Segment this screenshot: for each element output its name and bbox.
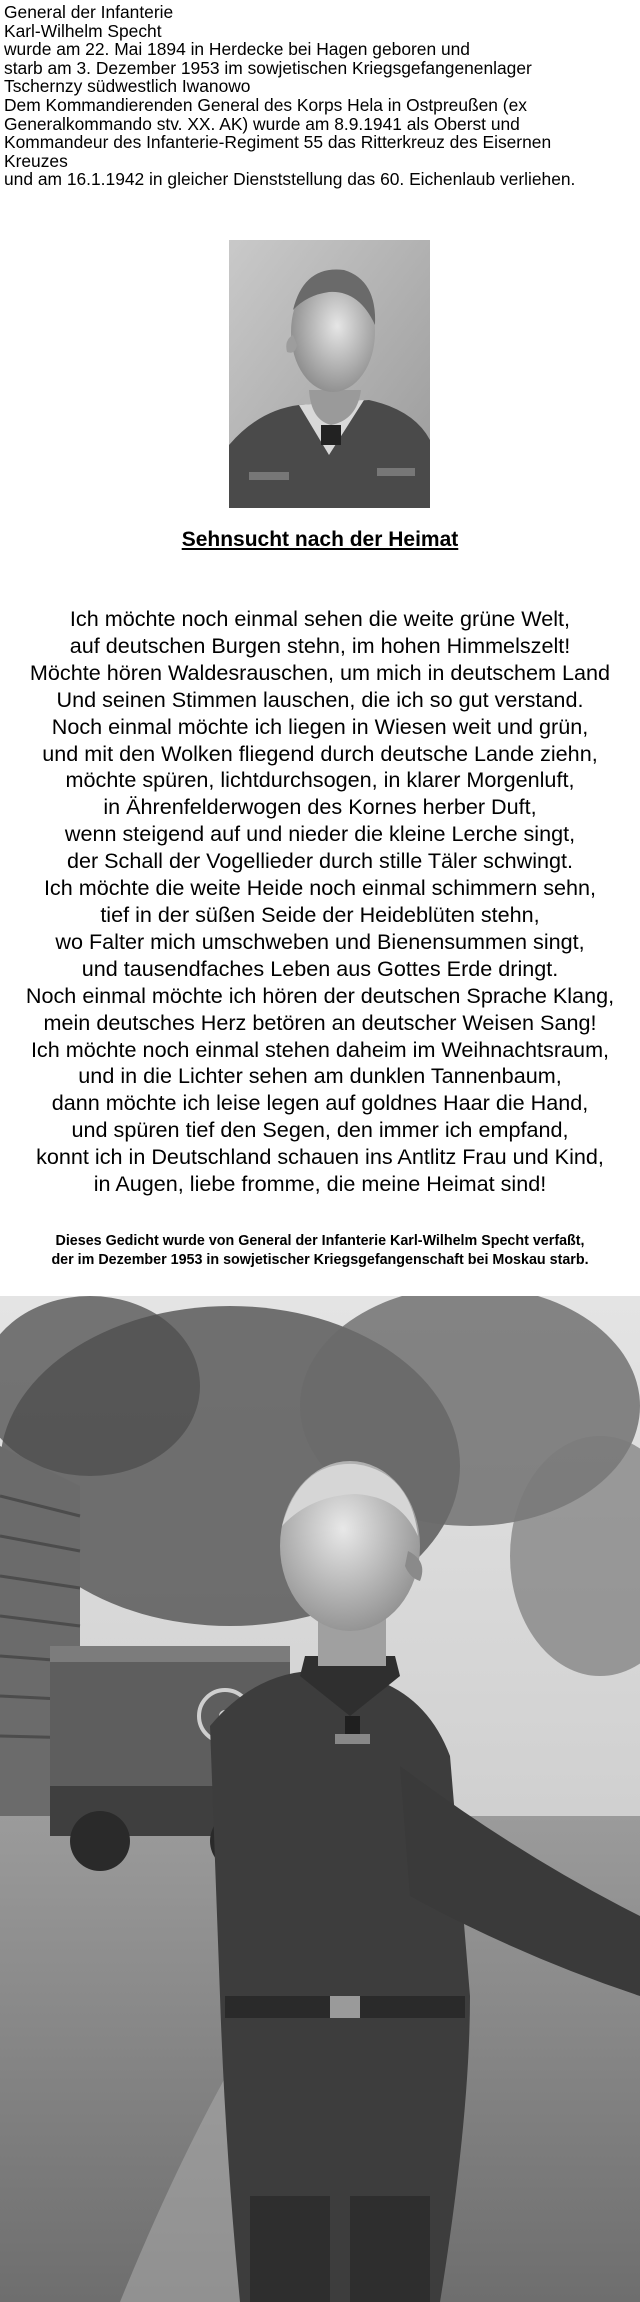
bio-line: Kreuzes <box>4 150 68 171</box>
bio-line: wurde am 22. Mai 1894 in Herdecke bei Hagen geboren und <box>4 39 470 60</box>
poem-line: in Ährenfelderwogen des Kornes herber Duft, <box>103 794 537 820</box>
bio-line: und am 16.1.1942 in gleicher Dienststellung das 60. Eichenlaub verliehen. <box>4 169 576 190</box>
poem-line: Ich möchte die weite Heide noch einmal schimmern sehn, <box>43 875 597 901</box>
poem-line: in Augen, liebe fromme, die meine Heimat sind! <box>93 1171 547 1197</box>
poem-line: auf deutschen Burgen stehn, im hohen Himmelszelt! <box>69 632 571 658</box>
poem-line: wenn steigend auf und nieder die kleine Lerche singt, <box>64 821 576 847</box>
bio-line: Kommandeur des Infanterie-Regiment 55 das Ritterkreuz des Eisernen <box>4 132 552 153</box>
bio-line: starb am 3. Dezember 1953 im sowjetischen Kriegsgefangenenlager <box>4 57 532 78</box>
portrait-photo <box>229 240 430 508</box>
poem-line: Und seinen Stimmen lauschen, die ich so gut verstand. <box>56 686 584 712</box>
bio-line: General der Infanterie <box>4 2 174 22</box>
poem-line: wo Falter mich umschweben und Bienensummen singt, <box>55 928 585 954</box>
poem-line: und mit den Wolken fliegend durch deutsche Lande ziehn, <box>42 740 598 766</box>
poem-body <box>0 606 640 1198</box>
poem-line: und tausendfaches Leben aus Gottes Erde dringt. <box>81 955 559 981</box>
poem-line: konnt ich in Deutschland schauen ins Antlitz Frau und Kind, <box>36 1144 604 1170</box>
field-photo <box>0 1296 640 2302</box>
bio-line: Karl-Wilhelm Specht <box>4 20 162 41</box>
biography-text <box>4 3 638 189</box>
bio-line: Tschernzy südwestlich Iwanowo <box>4 76 251 97</box>
poem-line: und in die Lichter sehen am dunklen Tannenbaum, <box>78 1063 562 1089</box>
poem-line: Noch einmal möchte ich hören der deutschen Sprache Klang, <box>25 982 615 1008</box>
poem-line: Ich möchte noch einmal stehen daheim im Weihnachtsraum, <box>30 1036 610 1062</box>
poem-line: Ich möchte noch einmal sehen die weite grüne Welt, <box>69 606 571 631</box>
bio-line: Generalkommando stv. XX. AK) wurde am 8.9.1941 als Oberst und <box>4 113 520 134</box>
poem-line: Möchte hören Waldesrauschen, um mich in deutschem Land <box>29 659 611 685</box>
poem-line: tief in der süßen Seide der Heideblüten stehn, <box>100 901 540 927</box>
poem-line: mein deutsches Herz betören an deutscher Weisen Sang! <box>43 1009 597 1035</box>
bio-line: Dem Kommandierenden General des Korps Hela in Ostpreußen (ex <box>4 94 527 115</box>
poem-attribution <box>0 1232 640 1270</box>
poem-title: Sehnsucht nach der Heimat <box>181 528 459 551</box>
attribution-line: der im Dezember 1953 in sowjetischer Kriegsgefangenschaft bei Moskau starb. <box>51 1252 589 1268</box>
poem-line: und spüren tief den Segen, den immer ich empfand, <box>71 1117 569 1143</box>
poem-line: dann möchte ich leise legen auf goldnes Haar die Hand, <box>51 1090 589 1116</box>
attribution-line: Dieses Gedicht wurde von General der Infanterie Karl-Wilhelm Specht verfaßt, <box>55 1233 585 1249</box>
poem-line: möchte spüren, lichtdurchsogen, in klarer Morgenluft, <box>65 767 575 793</box>
poem-line: Noch einmal möchte ich liegen in Wiesen weit und grün, <box>51 713 589 739</box>
poem-line: der Schall der Vogellieder durch stille Täler schwingt. <box>66 848 574 874</box>
